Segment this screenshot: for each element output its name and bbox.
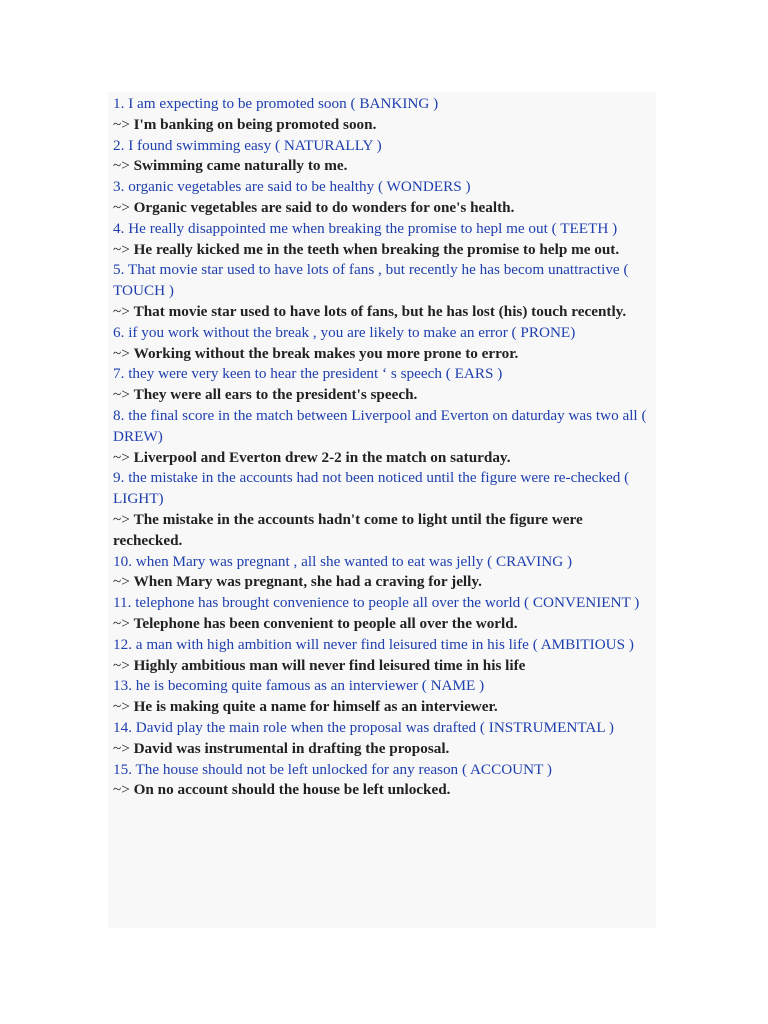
answer-prefix: ~>: [113, 698, 134, 716]
answer-prefix: ~>: [113, 614, 134, 632]
answer-text: Highly ambitious man will never find leisured time in his life: [133, 656, 526, 674]
question-10: 10. when Mary was pregnant , all she wanted to eat was jelly ( CRAVING ): [113, 552, 573, 570]
exercise-list: [113, 94, 648, 801]
answer-prefix: ~>: [113, 656, 134, 674]
answer-8: [113, 448, 648, 469]
answer-prefix: ~>: [113, 302, 134, 320]
answer-11: [113, 614, 648, 635]
answer-6: [113, 344, 648, 365]
answer-text: Organic vegetables are said to do wonders for one's health.: [133, 198, 515, 216]
answer-prefix: ~>: [113, 115, 134, 133]
question-13: 13. he is becoming quite famous as an interviewer ( NAME ): [113, 677, 485, 695]
question-4: 4. He really disappointed me when breaking the promise to hepl me out ( TEETH ): [113, 219, 618, 237]
answer-text: He is making quite a name for himself as an interviewer.: [133, 698, 498, 716]
answer-text: Working without the break makes you more prone to error.: [133, 344, 519, 362]
answer-prefix: ~>: [113, 198, 134, 216]
answer-2: [113, 156, 648, 177]
answer-9: [113, 510, 648, 552]
answer-text: I'm banking on being promoted soon.: [133, 115, 377, 133]
answer-1: [113, 115, 648, 136]
answer-15: [113, 780, 648, 801]
answer-prefix: ~>: [113, 510, 134, 528]
document-page: [108, 92, 656, 928]
answer-10: [113, 572, 648, 593]
answer-text: Liverpool and Everton drew 2-2 in the match on saturday.: [133, 448, 511, 466]
question-2: 2. I found swimming easy ( NATURALLY ): [113, 136, 382, 154]
answer-5: [113, 302, 648, 323]
answer-14: [113, 739, 648, 760]
answer-text: The mistake in the accounts hadn't come to light until the figure were rechecked.: [113, 510, 583, 549]
question-14: 14. David play the main role when the proposal was drafted ( INSTRUMENTAL ): [113, 718, 614, 736]
answer-prefix: ~>: [113, 157, 134, 175]
question-8: 8. the final score in the match between Liverpool and Everton on daturday was two all ( DREW): [113, 406, 647, 445]
answer-prefix: ~>: [113, 240, 134, 258]
answer-text: He really kicked me in the teeth when breaking the promise to help me out.: [133, 240, 620, 258]
answer-prefix: ~>: [113, 344, 134, 362]
answer-text: Telephone has been convenient to people all over the world.: [133, 614, 518, 632]
question-3: 3. organic vegetables are said to be healthy ( WONDERS ): [113, 178, 471, 196]
answer-12: [113, 656, 648, 677]
answer-text: Swimming came naturally to me.: [133, 157, 348, 175]
answer-text: David was instrumental in drafting the proposal.: [133, 739, 450, 757]
question-1: 1. I am expecting to be promoted soon ( BANKING ): [113, 95, 439, 112]
question-9: 9. the mistake in the accounts had not been noticed until the figure were re-checked ( LIGHT): [113, 469, 630, 508]
answer-7: [113, 385, 648, 406]
answer-prefix: ~>: [113, 386, 134, 404]
answer-4: [113, 240, 648, 261]
answer-prefix: ~>: [113, 781, 134, 799]
question-12: 12. a man with high ambition will never find leisured time in his life ( AMBITIOUS ): [113, 635, 634, 653]
answer-prefix: ~>: [113, 448, 134, 466]
question-5: 5. That movie star used to have lots of fans , but recently he has becom unattractive ( TOUCH ): [113, 261, 629, 300]
answer-text: When Mary was pregnant, she had a craving for jelly.: [133, 573, 482, 591]
question-11: 11. telephone has brought convenience to people all over the world ( CONVENIENT ): [113, 594, 640, 612]
question-7: 7. they were very keen to hear the president ‘ s speech ( EARS ): [113, 365, 503, 383]
question-15: 15. The house should not be left unlocked for any reason ( ACCOUNT ): [113, 760, 552, 778]
answer-text: They were all ears to the president's speech.: [133, 386, 418, 404]
answer-13: [113, 697, 648, 718]
answer-prefix: ~>: [113, 573, 134, 591]
answer-text: On no account should the house be left unlocked.: [133, 781, 451, 799]
answer-3: [113, 198, 648, 219]
answer-prefix: ~>: [113, 739, 134, 757]
question-6: 6. if you work without the break , you are likely to make an error ( PRONE): [113, 323, 576, 341]
answer-text: That movie star used to have lots of fans, but he has lost (his) touch recently.: [133, 302, 627, 320]
